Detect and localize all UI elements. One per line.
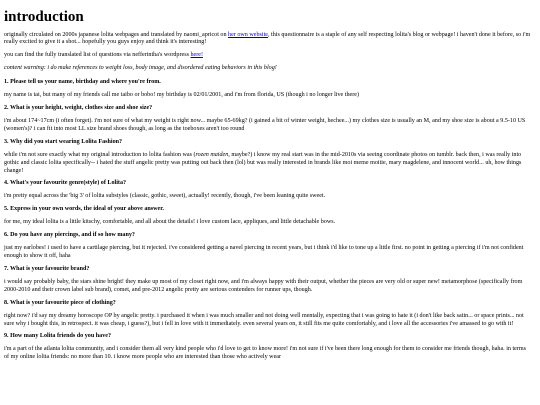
intro-text-start: originally circulated on 2000s japanese lolita webpages and translated by naomi_apricot on bbox=[4, 31, 229, 38]
question-7: 7. What is your favourite brand? bbox=[4, 265, 90, 272]
answer-8: right now? i'd say my dreamy horoscope OP by angelic pretty. i purchased it when i was much smaller and not doing well mentally, expecting that i was going to hate it (i don't like back satin... or space prints... not sure why i bought this, in retrospect. it was cheap, i guess?), but i fell in love with it immediately. even several years on, it still fits me quite comfortably, and i love all the accessories i've amassed to go with it! bbox=[4, 312, 524, 327]
answer-6: just my earlobes! i used to have a cartilage piercing, but it rejected. i've considered getting a navel piercing in recent years, but i think i'd like to tone up a little first. no point in getting a piercing if i'm not confident enough to show it off, haha bbox=[4, 245, 524, 260]
question-5: 5. Express in your own words, the ideal of your above answer. bbox=[4, 206, 164, 213]
question-6: 6. Do you have any piercings, and if so how many? bbox=[4, 232, 135, 239]
question-3: 3. Why did you start wearing Lolita Fashion? bbox=[4, 138, 123, 145]
question-8: 8. What is your favourite piece of clothing? bbox=[4, 299, 116, 306]
question-4: 4. What's your favourite genre(style) of Lolita? bbox=[4, 180, 127, 187]
answer-2: i'm about 174~17cm (i often forget). i'm not sure of what my weight is right now... maybe 65-69kg? (i gained a bit of winter weight, hechee...) my clothes size is usually an M, and my shoe size is about a 9.5-10 US (women's)? i can fit into most LL size brand shoes though, as long as the toeboxes aren't too round bbox=[4, 117, 526, 132]
her-website-link[interactable]: her own website bbox=[228, 31, 268, 38]
answer-4: i'm pretty equal across the 'big 3' of lolita substyles (classic, gothic, sweet), actually! recently, though, i've been leaning quite sweet. bbox=[4, 193, 326, 200]
page-content bbox=[4, 0, 532, 367]
intro-text-end: , this questionnaire is a staple of any self respecting lolita's blog or webpage! i haven't done it before, so i'm really excited to give it a shot... hopefully you guys enjoy and think it's interesting! bbox=[4, 31, 531, 46]
answer-3-end: , maybe?) i know my real start was in the mid-2010s via seeing coordinate photos on tumblr. back then, i was really into gothic and classic lolita specifically-- i hated the stuff angelic pretty was putting out back then (lol) but was really interested in brands like moi meme moitie, mary magdelene, and innocent world... uh, how things change! bbox=[4, 151, 522, 174]
content-warning bbox=[4, 65, 532, 73]
answer-3-start: while i'm not sure exactly what my original introduction to lolita fashion was ( bbox=[4, 151, 196, 158]
answer-1: my name is tai, but many of my friends call me taibo or bobo! my birthday is 02/01/2001, and i'm from florida, US (though i no longer live there) bbox=[4, 92, 359, 99]
question-1: 1. Please tell us your name, birthday and where you're from. bbox=[4, 79, 161, 86]
page-title: introduction bbox=[4, 9, 84, 25]
answer-7: i would say probably baby, the stars shine bright! they make up most of my closet right now, and i'm always happy with their output, whether the pieces are very old or super new! metamorphose (specifically from 2000-2010 and their crown label sub brand), comet, and pre-2012 angelic pretty are serious contenders for runner ups, though. bbox=[4, 278, 523, 293]
answer-9: i'm a part of the atlanta lolita community, and i consider them all very kind people who i'd love to get to know more! i'm not sure if i've been there long enough for them to consider me friends though, haha. in terms of my online lolita friends: no more than 10. i know more people who are interested than those who actively wear bbox=[4, 346, 527, 361]
wordpress-link[interactable]: here! bbox=[190, 52, 203, 59]
question-2: 2. What is your height, weight, clothes size and shoe size? bbox=[4, 105, 153, 112]
content-warning-text: content warning: i do make references to weight loss, body image, and disordered eating behaviors in this blog! bbox=[4, 65, 277, 72]
answer-3 bbox=[4, 152, 532, 176]
answer-5: for me, my ideal lolita is a little kitschy, comfortable, and all about the details! i love custom lace, appliques, and little detachable bows. bbox=[4, 219, 336, 226]
wordpress-paragraph bbox=[4, 52, 532, 60]
wordpress-text: you can find the fully translated list of questions via nefferintha's wordpress bbox=[4, 52, 191, 59]
intro-paragraph bbox=[4, 32, 532, 48]
question-9: 9. How many Lolita friends do you have? bbox=[4, 333, 111, 340]
answer-3-title: rozen maiden bbox=[195, 151, 229, 158]
